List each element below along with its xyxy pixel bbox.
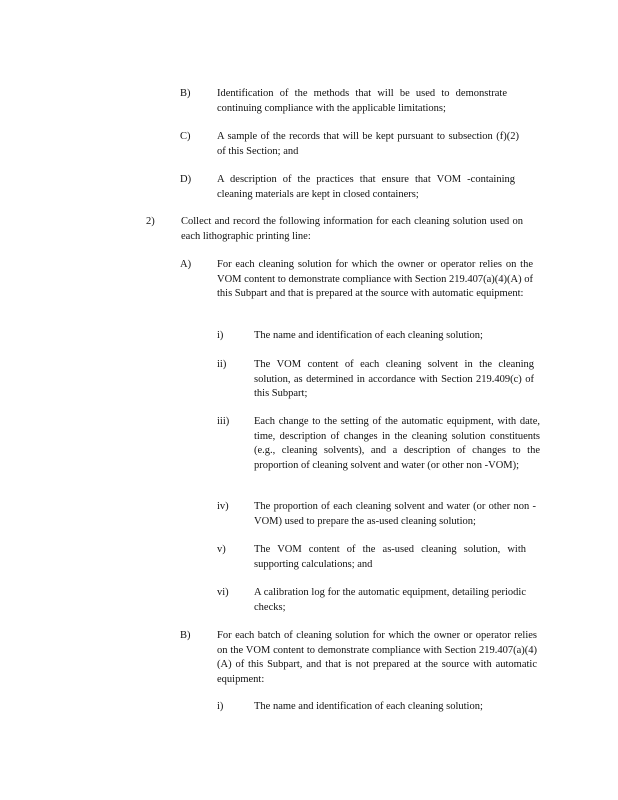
item-text: Collect and record the following information for each cleaning solution used on each lithographic printing line: bbox=[181, 216, 523, 242]
item-text: The proportion of each cleaning solvent and water (or other non -VOM) used to prepare the as-used cleaning solution; bbox=[254, 501, 536, 527]
item-marker: B) bbox=[180, 88, 191, 99]
item-text: Each change to the setting of the automatic equipment, with date, time, description of changes in the cleaning solution constituents (e.g., cleaning solvents), and a description of changes to the proportion of cleaning solvent and water (or other non -VOM); bbox=[254, 416, 540, 471]
item-marker: i) bbox=[217, 330, 224, 341]
item-marker: 2) bbox=[146, 216, 155, 227]
item-text: For each batch of cleaning solution for which the owner or operator relies on the VOM content to demonstrate compliance with Section 219.407(a)(4)(A) of this Subpart, and that is not prepared at the source with automatic equipment: bbox=[217, 630, 537, 685]
item-text: A sample of the records that will be kept pursuant to subsection (f)(2) of this Section; and bbox=[217, 131, 519, 157]
item-text: The VOM content of each cleaning solvent in the cleaning solution, as determined in accordance with Section 219.409(c) of this Subpart; bbox=[254, 359, 534, 399]
item-marker: D) bbox=[180, 174, 192, 185]
item-marker: iii) bbox=[217, 416, 230, 427]
item-text: The VOM content of the as-used cleaning solution, with supporting calculations; and bbox=[254, 544, 526, 570]
item-marker: ii) bbox=[217, 359, 227, 370]
item-marker: i) bbox=[217, 701, 224, 712]
item-text: A description of the practices that ensure that VOM -containing cleaning materials are kept in closed containers; bbox=[217, 174, 515, 200]
item-text: A calibration log for the automatic equipment, detailing periodic checks; bbox=[254, 587, 526, 613]
item-text: Identification of the methods that will be used to demonstrate continuing compliance with the applicable limitations; bbox=[217, 88, 507, 114]
item-text: For each cleaning solution for which the owner or operator relies on the VOM content to demonstrate compliance with Section 219.407(a)(4)(A) of this Subpart and that is prepared at the source with automatic equipment: bbox=[217, 259, 533, 299]
item-marker: B) bbox=[180, 630, 191, 641]
item-marker: v) bbox=[217, 544, 226, 555]
item-marker: C) bbox=[180, 131, 191, 142]
item-marker: vi) bbox=[217, 587, 229, 598]
item-marker: A) bbox=[180, 259, 192, 270]
item-marker: iv) bbox=[217, 501, 229, 512]
item-text: The name and identification of each cleaning solution; bbox=[254, 701, 483, 712]
item-text: The name and identification of each cleaning solution; bbox=[254, 330, 483, 341]
